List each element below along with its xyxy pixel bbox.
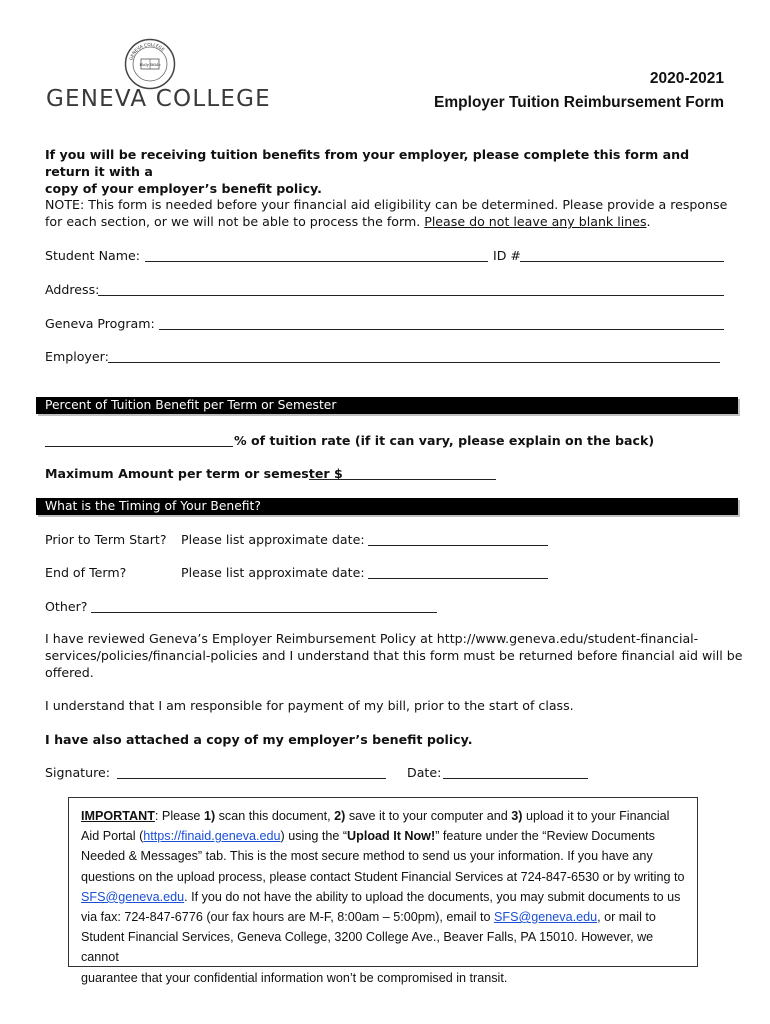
student-name-label: Student Name: xyxy=(45,248,140,263)
attached-policy-statement: I have also attached a copy of my employer’s benefit policy. xyxy=(45,732,473,747)
intro-note: NOTE: This form is needed before your financial aid eligibility can be determined. Please provide a response for each section, or we will not be able to process the form. Please do not leave any blank lines. xyxy=(45,197,728,229)
sfs-email-link-2[interactable]: SFS@geneva.edu xyxy=(494,910,598,925)
svg-text:GENEVA COLLEGE: GENEVA COLLEGE xyxy=(129,42,165,62)
program-label: Geneva Program: xyxy=(45,316,155,331)
employer-label: Employer: xyxy=(45,349,109,364)
college-seal-logo xyxy=(124,38,176,90)
employer-input[interactable] xyxy=(108,348,720,363)
college-name-logo: GENEVA COLLEGE xyxy=(46,86,271,112)
other-label: Other? xyxy=(45,599,88,614)
end-term-label: End of Term? xyxy=(45,565,127,580)
section-heading-benefit-timing: What is the Timing of Your Benefit? xyxy=(36,498,738,515)
address-label: Address: xyxy=(45,282,100,297)
responsibility-statement: I understand that I am responsible for payment of my bill, prior to the start of class. xyxy=(45,698,574,713)
date-input[interactable] xyxy=(443,764,588,779)
other-input[interactable] xyxy=(91,598,437,613)
form-title: Employer Tuition Reimbursement Form xyxy=(434,94,724,111)
prior-date-input[interactable] xyxy=(368,531,548,546)
address-input[interactable] xyxy=(98,281,724,296)
end-date-label: Please list approximate date: xyxy=(181,565,365,580)
percent-input[interactable] xyxy=(45,432,233,447)
id-input[interactable] xyxy=(520,247,724,262)
max-amount-input[interactable] xyxy=(309,465,496,480)
end-date-input[interactable] xyxy=(368,564,548,579)
id-label: ID # xyxy=(493,248,521,263)
form-year: 2020-2021 xyxy=(649,70,724,87)
student-name-input[interactable] xyxy=(145,247,488,262)
intro-instruction: If you will be receiving tuition benefits from your employer, please complete this form and return it with a copy of your employer’s benefit policy. xyxy=(45,147,690,196)
svg-text:Holy Bible: Holy Bible xyxy=(139,62,161,67)
signature-input[interactable] xyxy=(117,764,386,779)
policy-review-statement: I have reviewed Geneva’s Employer Reimbursement Policy at http://www.geneva.edu/student-financial- services/policies/financial-policies and I understand that this form must be returned before financial aid will be offered. xyxy=(45,631,743,680)
sfs-email-link[interactable]: SFS@geneva.edu xyxy=(81,889,185,904)
program-input[interactable] xyxy=(159,315,724,330)
max-amount-label: Maximum Amount per term or semester $ xyxy=(45,466,343,481)
signature-label: Signature: xyxy=(45,765,110,780)
percent-label: % of tuition rate (if it can vary, please explain on the back) xyxy=(234,433,655,448)
date-label: Date: xyxy=(407,765,442,780)
important-notice-box: IMPORTANT: Please 1) scan this document, 2) save it to your computer and 3) upload it to your Financial Aid Portal (https://finaid.geneva.edu) using the “Upload It Now!” feature under the “Review Documents Needed & Messages” tab. This is the most secure method to send us your information. If you have any questions on the upload process, please contact Student Financial Services at 724-847-6530 or by writing to SFS@geneva.edu. If you do not have the ability to upload the documents, you may submit documents to us via fax: 724-847-6776 (our fax hours are M-F, 8:00am – 5:00pm), email to SFS@geneva.edu, or mail to Student Financial Services, Geneva College, 3200 College Ave., Beaver Falls, PA 15010. However, we cannot guarantee that your confidential information won’t be compromised in transit. xyxy=(68,797,698,967)
prior-date-label: Please list approximate date: xyxy=(181,532,365,547)
prior-term-label: Prior to Term Start? xyxy=(45,532,167,547)
finaid-portal-link[interactable]: https://finaid.geneva.edu xyxy=(143,829,281,844)
section-heading-benefit-percent: Percent of Tuition Benefit per Term or Semester xyxy=(36,397,738,414)
